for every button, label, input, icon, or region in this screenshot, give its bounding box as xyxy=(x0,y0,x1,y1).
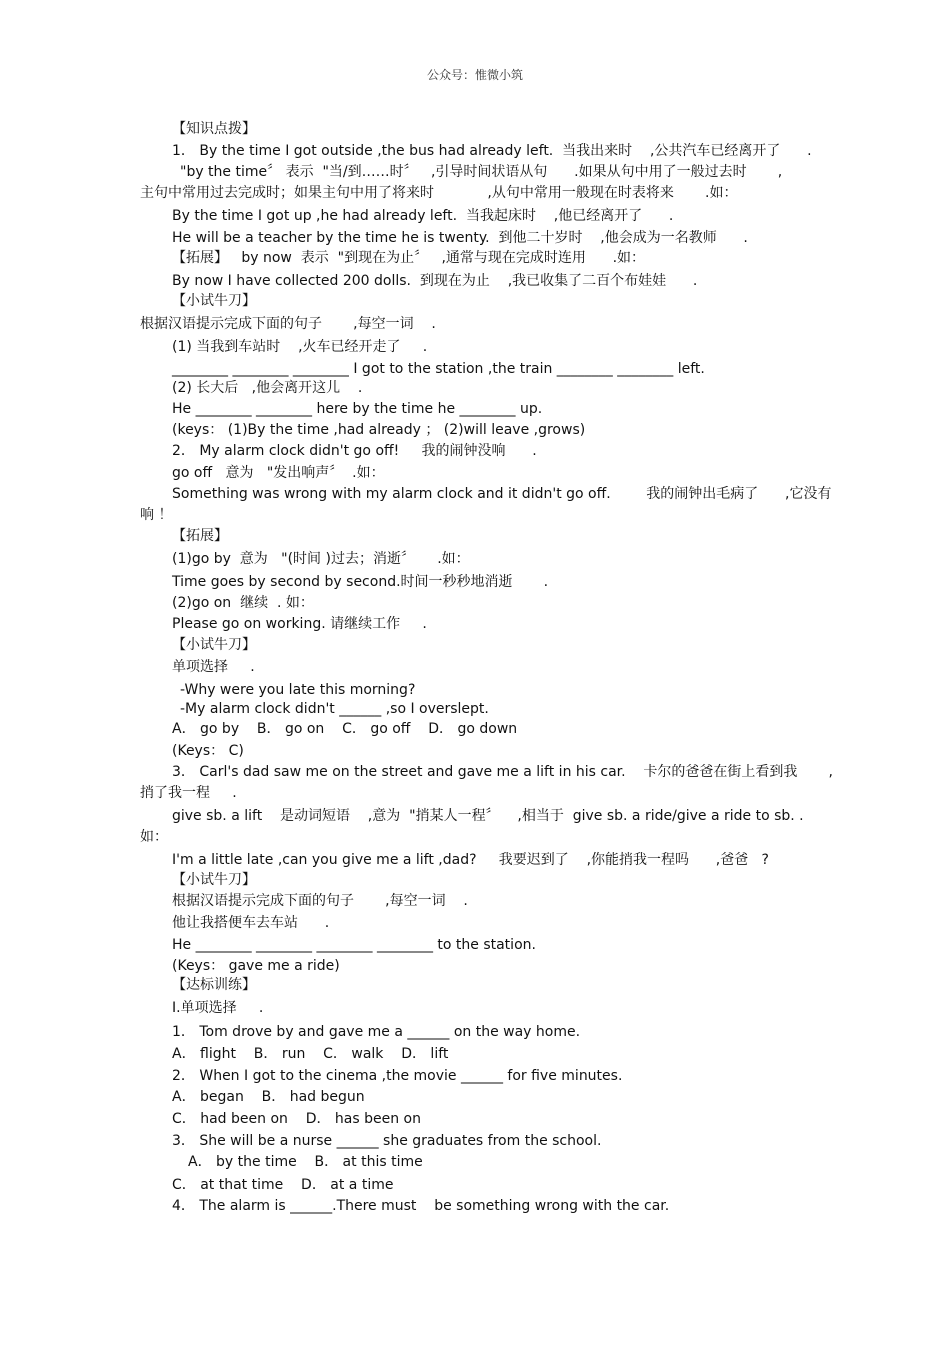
text-line: 1． By the time I got outside ,the bus had already left. 当我出来时 ,公共汽车已经离开了 . xyxy=(172,143,812,159)
text-line: 他让我搭便车去车站 . xyxy=(172,915,330,931)
text-line: I'm a little late ,can you give me a lift ,dad? 我要迟到了 ,你能捎我一程吗 ,爸爸 ? xyxy=(172,852,769,868)
text-line: He ________ ________ ________ ________ to the station. xyxy=(172,937,536,953)
text-line: By the time I got up ,he had already left. 当我起床时 ,他已经离开了 . xyxy=(172,208,674,224)
text-line: 根据汉语提示完成下面的句子 ,每空一词 . xyxy=(172,893,468,909)
text-line: Time goes by second by second.时间一秒秒地消逝 . xyxy=(172,574,549,590)
text-line: Please go on working. 请继续工作 . xyxy=(172,616,427,632)
text-line: 捎了我一程 . xyxy=(140,785,237,801)
text-line: 2． When I got to the cinema ,the movie ______ for five minutes. xyxy=(172,1068,623,1084)
text-line: -Why were you late this morning? xyxy=(180,682,416,698)
text-line: 【达标训练】 xyxy=(172,977,256,993)
text-line: 如： xyxy=(140,829,168,845)
text-line: 【拓展】 by now 表示 "到现在为止〞 ,通常与现在完成时连用 .如： xyxy=(172,250,646,266)
page-header: 公众号：惟微小筑 xyxy=(426,68,523,82)
text-line: Ⅰ.单项选择 . xyxy=(172,1000,264,1016)
text-line: 主句中常用过去完成时；如果主句中用了将来时 ,从句中常用一般现在时表将来 .如： xyxy=(140,185,738,201)
text-line: A． began B． had begun xyxy=(172,1089,365,1105)
text-line: 单项选择 . xyxy=(172,659,255,675)
text-line: 【小试牛刀】 xyxy=(172,293,256,309)
text-line: C． at that time D． at a time xyxy=(172,1177,394,1193)
text-line: (2)go on 继续 . 如： xyxy=(172,595,314,611)
text-line: C． had been on D． has been on xyxy=(172,1111,421,1127)
text-line: ________ ________ ________ I got to the station ,the train ________ ________ left. xyxy=(172,361,705,377)
text-line: 根据汉语提示完成下面的句子 ,每空一词 . xyxy=(140,316,436,332)
text-line: (keys： (1)By the time ,had already ； (2)will leave ,grows) xyxy=(172,422,586,438)
text-line: (Keys： C) xyxy=(172,743,244,759)
text-line: 3． She will be a nurse ______ she graduates from the school. xyxy=(172,1133,602,1149)
text-line: Something was wrong with my alarm clock and it didn't go off. 我的闹钟出毛病了 ,它没有 xyxy=(172,486,832,502)
text-line: 3． Carl's dad saw me on the street and gave me a lift in his car. 卡尔的爸爸在街上看到我 , xyxy=(172,764,833,780)
text-line: 【拓展】 xyxy=(172,528,228,544)
text-line: A． flight B． run C． walk D． lift xyxy=(172,1046,449,1062)
text-line: 【小试牛刀】 xyxy=(172,637,256,653)
text-line: 响 ！ xyxy=(140,507,173,523)
text-line: By now I have collected 200 dolls. 到现在为止 ,我已收集了二百个布娃娃 . xyxy=(172,273,698,289)
text-line: -My alarm clock didn't ______ ,so I overslept. xyxy=(180,701,489,717)
text-line: give sb. a lift 是动词短语 ,意为 "捎某人一程〞 ,相当于 give sb. a ride/give a ride to sb. . xyxy=(172,808,804,824)
text-line: 【知识点拨】 xyxy=(172,121,256,137)
text-line: go off 意为 "发出响声〞 .如： xyxy=(172,465,385,481)
text-line: 1． Tom drove by and gave me a ______ on the way home. xyxy=(172,1024,581,1040)
text-line: "by the time〞 表示 "当/到……时〞 ,引导时间状语从句 .如果从句中用了一般过去时 , xyxy=(180,164,783,180)
text-line: (1) 当我到车站时 ,火车已经开走了 . xyxy=(172,339,428,355)
text-line: A． by the time B． at this time xyxy=(188,1154,423,1170)
text-line: A． go by B． go on C． go off D． go down xyxy=(172,721,518,737)
text-line: 4． The alarm is ______.There must be something wrong with the car. xyxy=(172,1198,670,1214)
text-line: (2) 长大后 ,他会离开这儿 . xyxy=(172,380,363,396)
text-line: (1)go by 意为 "(时间 )过去；消逝〞 .如： xyxy=(172,551,470,567)
text-line: He will be a teacher by the time he is twenty. 到他二十岁时 ,他会成为一名教师 . xyxy=(172,230,748,246)
text-line: (Keys： gave me a ride) xyxy=(172,958,340,974)
text-line: 2． My alarm clock didn't go off! 我的闹钟没响 . xyxy=(172,443,537,459)
text-line: 【小试牛刀】 xyxy=(172,872,256,888)
text-line: He ________ ________ here by the time he ________ up. xyxy=(172,401,543,417)
